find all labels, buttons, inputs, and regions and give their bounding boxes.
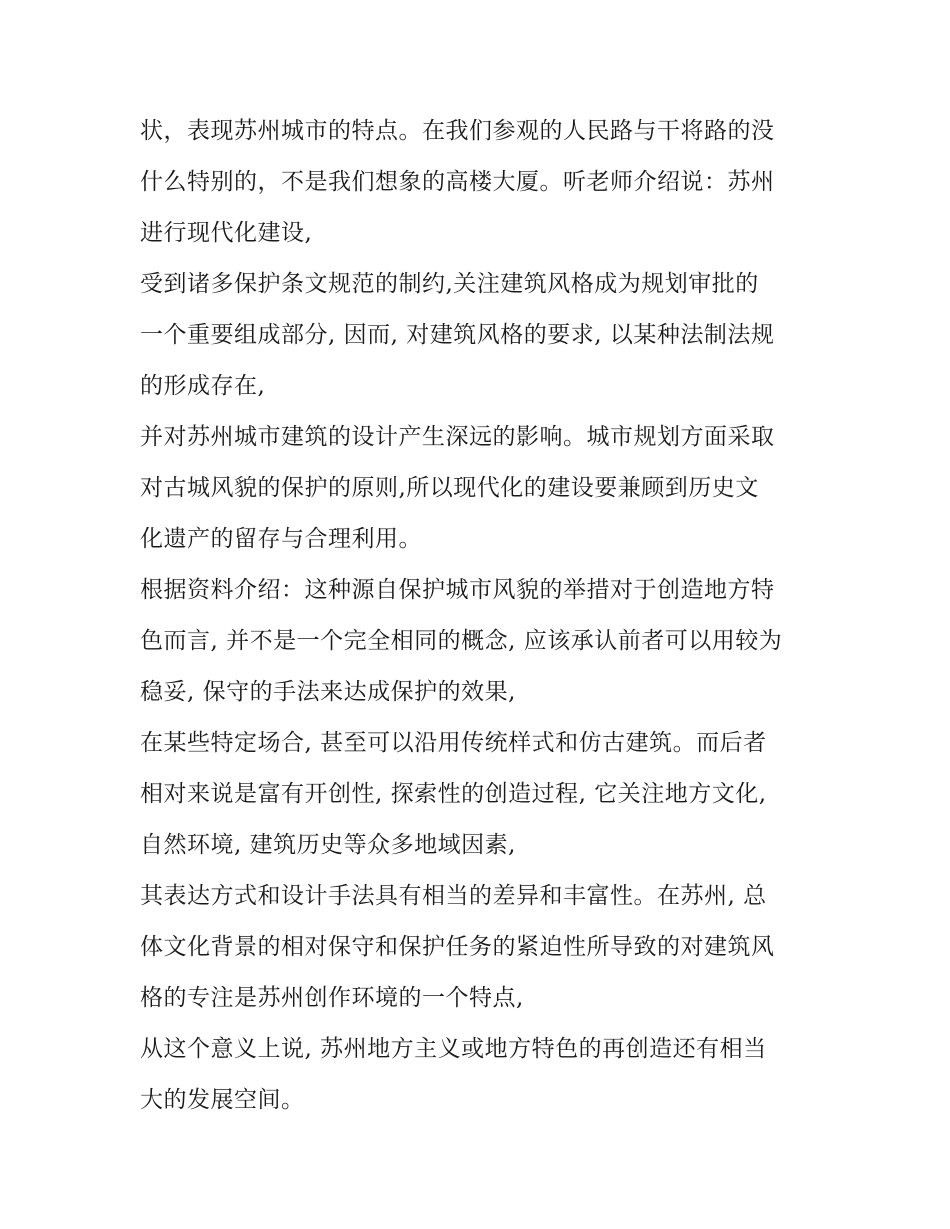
text-line: 根据资料介绍：这种源自保护城市风貌的举措对于创造地方特 [140, 577, 775, 603]
text-line: 化遗产的留存与合理利用。 [140, 526, 422, 552]
text-line: 进行现代化建设, [140, 220, 313, 246]
text-line: 状，表现苏州城市的特点。在我们参观的人民路与干将路的没 [140, 118, 775, 144]
text-line: 什么特别的，不是我们想象的高楼大厦。听老师介绍说：苏州 [140, 169, 775, 195]
text-line: 的形成存在, [140, 373, 266, 399]
text-line: 稳妥, 保守的手法来达成保护的效果, [140, 679, 516, 705]
text-line: 格的专注是苏州创作环境的一个特点, [140, 985, 524, 1011]
text-line: 自然环境, 建筑历史等众多地域因素, [140, 832, 516, 858]
text-line: 在某些特定场合, 甚至可以沿用传统样式和仿古建筑。而后者 [140, 730, 767, 756]
text-line: 其表达方式和设计手法具有相当的差异和丰富性。在苏州, 总 [140, 883, 767, 909]
text-line: 相对来说是富有开创性, 探索性的创造过程, 它关注地方文化, [140, 781, 767, 807]
text-line: 一个重要组成部分, 因而, 对建筑风格的要求, 以某种法制法规 [140, 322, 775, 348]
text-line: 对古城风貌的保护的原则,所以现代化的建设要兼顾到历史文 [140, 475, 759, 501]
text-line: 大的发展空间。 [140, 1087, 305, 1113]
text-line: 并对苏州城市建筑的设计产生深远的影响。城市规划方面采取 [140, 424, 775, 450]
text-line: 体文化背景的相对保守和保护任务的紧迫性所导致的对建筑风 [140, 934, 775, 960]
text-line: 受到诸多保护条文规范的制约,关注建筑风格成为规划审批的 [140, 271, 759, 297]
document-body [140, 106, 820, 1126]
text-line: 从这个意义上说, 苏州地方主义或地方特色的再创造还有相当 [140, 1036, 767, 1062]
text-line: 色而言, 并不是一个完全相同的概念, 应该承认前者可以用较为 [140, 628, 783, 654]
